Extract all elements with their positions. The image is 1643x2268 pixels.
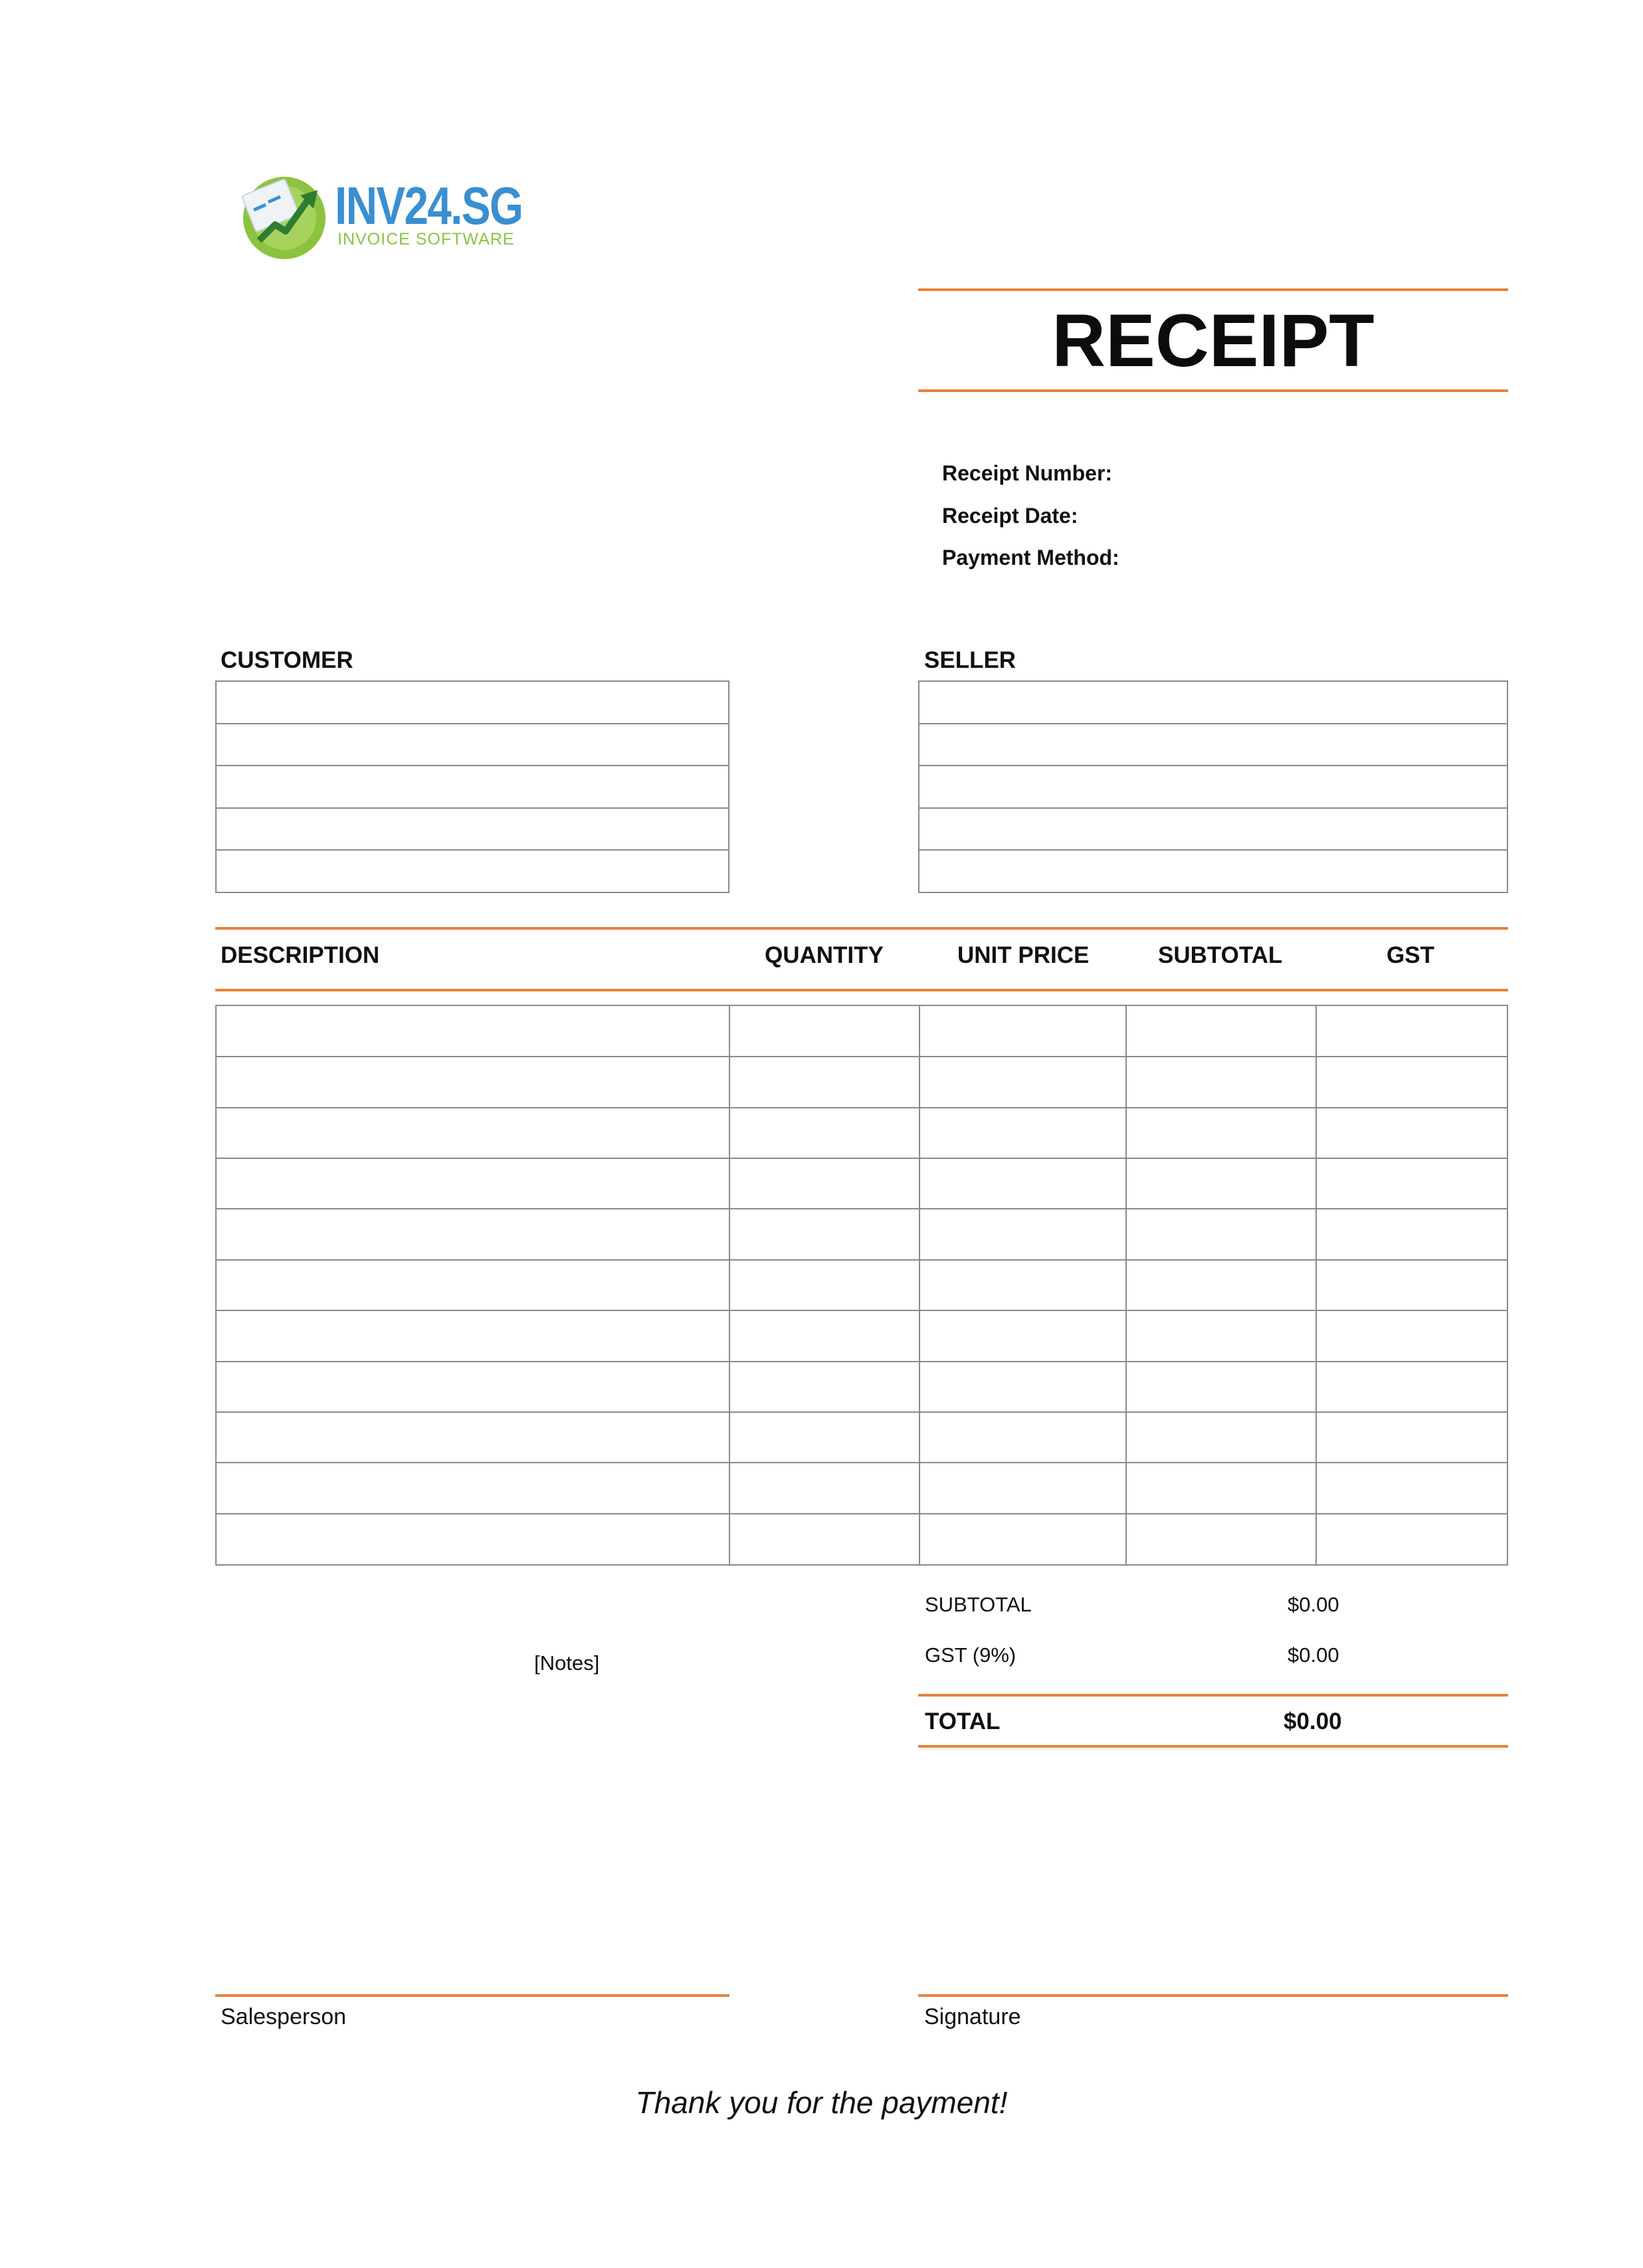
receipt-number-label: Receipt Number: <box>942 461 1113 485</box>
items-column-divider <box>1125 1006 1127 1564</box>
notes-placeholder: [Notes] <box>534 1651 600 1675</box>
summary-gst-label: GST (9%) <box>925 1643 1016 1667</box>
signature-line <box>918 1994 1508 1997</box>
items-row-divider <box>217 1411 1507 1413</box>
seller-row[interactable] <box>919 682 1507 724</box>
logo-icon <box>239 171 332 264</box>
seller-box <box>918 680 1508 893</box>
items-row-divider <box>217 1107 1507 1108</box>
total-bottom-rule <box>918 1745 1508 1748</box>
items-column-divider <box>919 1006 920 1564</box>
title-top-rule <box>918 288 1508 291</box>
thank-you-message: Thank you for the payment! <box>635 2085 1008 2120</box>
customer-row[interactable] <box>217 809 728 851</box>
seller-row[interactable] <box>919 724 1507 767</box>
summary-gst-value: $0.00 <box>1288 1643 1339 1667</box>
summary-subtotal-label: SUBTOTAL <box>925 1593 1032 1616</box>
logo-tagline: INVOICE SOFTWARE <box>338 230 515 249</box>
signature-label: Signature <box>924 2004 1021 2029</box>
summary-total-label: TOTAL <box>925 1708 1001 1734</box>
summary-total-value: $0.00 <box>1284 1708 1342 1734</box>
summary-subtotal-value: $0.00 <box>1288 1593 1339 1616</box>
items-row-divider <box>217 1208 1507 1209</box>
items-row-divider <box>217 1259 1507 1261</box>
col-description: DESCRIPTION <box>221 942 380 968</box>
col-unit-price: UNIT PRICE <box>957 942 1090 968</box>
payment-method-label: Payment Method: <box>942 546 1119 569</box>
seller-label: SELLER <box>924 647 1016 673</box>
title-bottom-rule <box>918 389 1508 392</box>
items-row-divider <box>217 1158 1507 1159</box>
col-quantity: QUANTITY <box>765 942 884 968</box>
logo-brand: INV24.SG <box>335 176 523 235</box>
items-column-divider <box>1315 1006 1317 1564</box>
col-subtotal: SUBTOTAL <box>1158 942 1283 968</box>
items-header-top-rule <box>215 927 1508 930</box>
items-row-divider <box>217 1056 1507 1057</box>
customer-box <box>215 680 729 893</box>
items-column-divider <box>729 1006 730 1564</box>
customer-row[interactable] <box>217 851 728 893</box>
receipt-date-label: Receipt Date: <box>942 504 1078 528</box>
salesperson-line <box>215 1994 729 1997</box>
seller-row[interactable] <box>919 851 1507 893</box>
company-logo <box>239 171 523 264</box>
items-row-divider <box>217 1462 1507 1463</box>
items-row-divider <box>217 1361 1507 1362</box>
items-row-divider <box>217 1513 1507 1514</box>
seller-row[interactable] <box>919 766 1507 809</box>
col-gst: GST <box>1387 942 1434 968</box>
customer-row[interactable] <box>217 682 728 724</box>
customer-row[interactable] <box>217 766 728 809</box>
items-row-divider <box>217 1310 1507 1311</box>
customer-row[interactable] <box>217 724 728 767</box>
items-table[interactable] <box>215 1005 1508 1566</box>
customer-label: CUSTOMER <box>221 647 353 673</box>
items-header-bottom-rule <box>215 989 1508 991</box>
total-top-rule <box>918 1694 1508 1697</box>
page-title: RECEIPT <box>1052 299 1375 382</box>
salesperson-label: Salesperson <box>221 2004 347 2029</box>
seller-row[interactable] <box>919 809 1507 851</box>
